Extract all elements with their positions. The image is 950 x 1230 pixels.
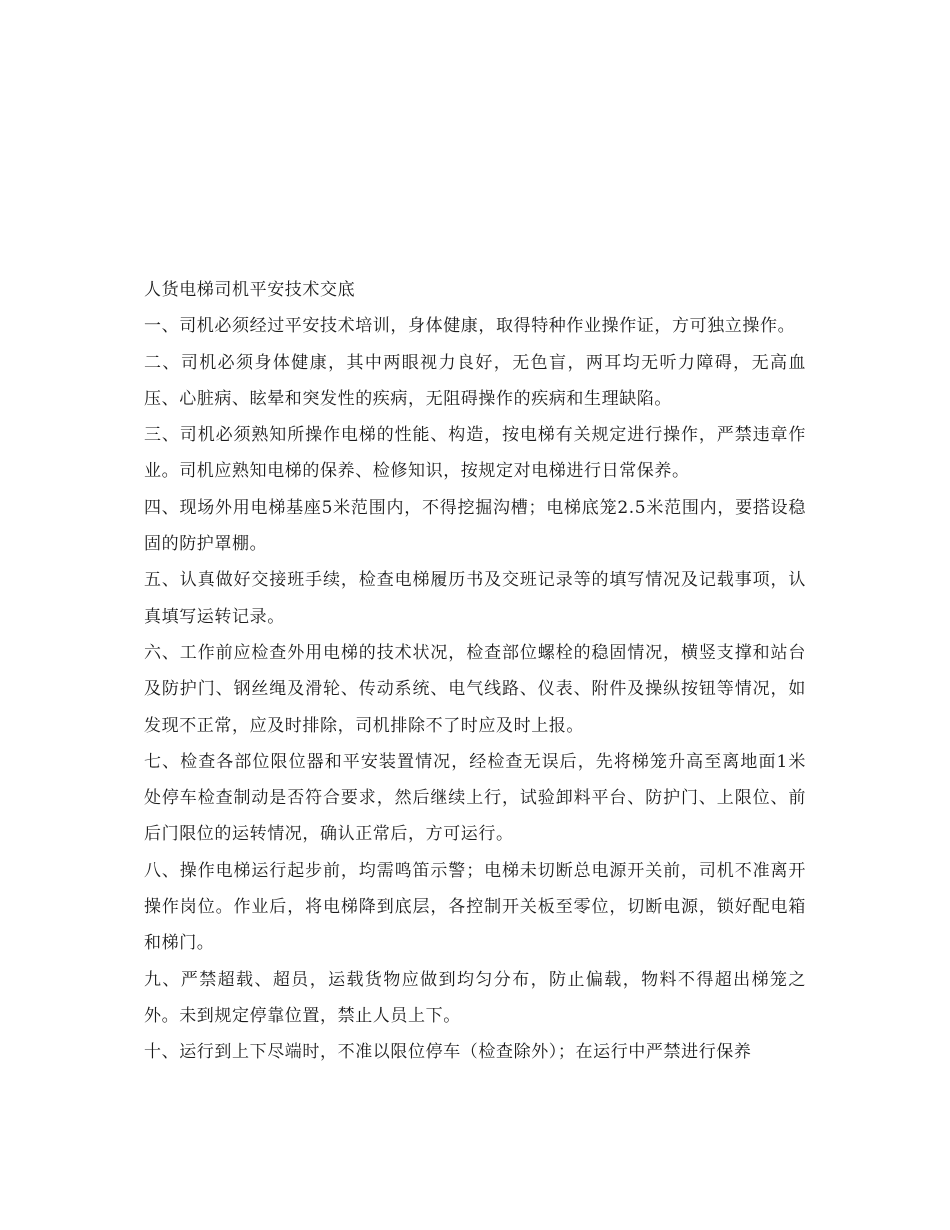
paragraph-5: 五、认真做好交接班手续，检查电梯履历书及交班记录等的填写情况及记载事项，认真填写运转记录。 (144, 570, 806, 627)
paragraph-1: 一、司机必须经过平安技术培训，身体健康，取得特种作业操作证，方可独立操作。 (144, 316, 796, 337)
paragraph-2: 二、司机必须身体健康，其中两眼视力良好，无色盲，两耳均无听力障碍，无高血压、心脏病、眩晕和突发性的疾病，无阻碍操作的疾病和生理缺陷。 (144, 352, 806, 409)
paragraph-8: 八、操作电梯运行起步前，均需鸣笛示警；电梯未切断总电源开关前，司机不准离开操作岗位。作业后，将电梯降到底层，各控制开关板至零位，切断电源，锁好配电箱和梯门。 (144, 860, 806, 954)
paragraph-7: 七、检查各部位限位器和平安装置情况，经检查无误后，先将梯笼升高至离地面1米处停车检查制动是否符合要求，然后继续上行，试验卸料平台、防护门、上限位、前后门限位的运转情况，确认正常后，方可运行。 (144, 751, 806, 845)
paragraph-9: 九、严禁超载、超员，运载货物应做到均匀分布，防止偏载，物料不得超出梯笼之外。未到规定停靠位置，禁止人员上下。 (144, 969, 806, 1026)
paragraph-3: 三、司机必须熟知所操作电梯的性能、构造，按电梯有关规定进行操作，严禁违章作业。司机应熟知电梯的保养、检修知识，按规定对电梯进行日常保养。 (144, 425, 806, 482)
paragraph-6: 六、工作前应检查外用电梯的技术状况，检查部位螺栓的稳固情况，横竖支撑和站台及防护门、钢丝绳及滑轮、传动系统、电气线路、仪表、附件及操纵按钮等情况，如发现不正常，应及时排除，司机排除不了时应及时上报。 (144, 642, 806, 736)
paragraph-4: 四、现场外用电梯基座5米范围内，不得挖掘沟槽；电梯底笼2.5米范围内，要搭设稳固的防护罩棚。 (144, 497, 806, 555)
document-body (144, 272, 806, 1071)
document-title: 人货电梯司机平安技术交底 (144, 280, 356, 300)
paragraph-10: 十、运行到上下尽端时，不准以限位停车（检查除外）；在运行中严禁进行保养 (144, 1042, 752, 1063)
